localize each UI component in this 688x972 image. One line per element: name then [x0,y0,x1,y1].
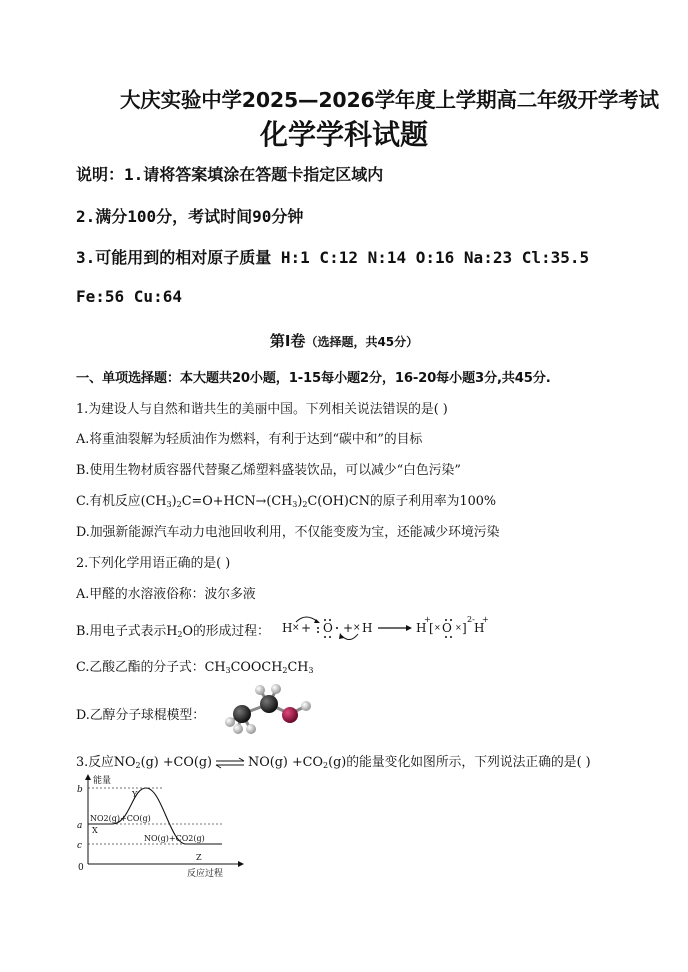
q1-c-text: C(OH)CN的原子利用率为100% [307,494,497,509]
q1-c-text: ) [297,494,303,509]
products-label: NO(g)+CO2(g) [144,834,205,843]
svg-text:2-: 2- [467,615,475,624]
q3-stem [76,751,591,770]
svg-text:O: O [442,621,452,635]
svg-text:H: H [362,621,373,635]
q2-option-c [76,656,314,675]
q2-stem: 2.下列化学用语正确的是( ) [76,556,231,571]
y-tick-a: a [77,821,83,831]
section-title-sub: （选择题，共45分） [305,335,419,349]
q2-b-text: B.用电子式表示H [76,624,178,639]
svg-text:×: × [353,623,361,633]
q1-stem: 1.为建设人与自然和谐共生的美丽中国。下列相关说法错误的是( ) [76,402,448,417]
section-title [0,330,688,351]
q2-c-sub: 3 [225,666,231,675]
note-2: 2.满分100分，考试时间90分钟 [76,207,304,226]
svg-text:×: × [292,623,300,633]
q2-c-text: CH [287,660,309,675]
q3-text: (g) +CO(g) [140,755,213,770]
q2-c-sub: 3 [308,666,314,675]
q1-c-sub: 2 [176,500,182,509]
svg-text:H: H [474,621,485,635]
q3-sub: 2 [322,761,329,770]
y-tick-0: 0 [78,863,84,873]
q1-option-b: B.使用生物材质容器代替聚乙烯塑料盛装饮品，可以减少“白色污染” [76,463,461,478]
point-x: X [92,826,98,835]
q1-c-sub: 3 [166,500,172,509]
section-title-main: 第Ⅰ卷 [269,332,306,350]
q1-c-sub: 3 [292,500,298,509]
q3-sub: 2 [135,761,141,770]
q1-c-text: C.有机反应(CH [76,494,167,509]
q3-text: (g)的能量变化如图所示，下列说法正确的是( ) [328,755,591,770]
reactants-label: NO2(g)+CO(g) [90,814,151,823]
q2-c-sub: 2 [282,666,288,675]
svg-text:×: × [455,623,462,632]
note-1: 说明：1.请将答案填涂在答题卡指定区域内 [76,165,384,184]
point-y: Y [132,790,138,799]
equilibrium-arrow-icon [214,757,246,769]
exam-title: 大庆实验中学2025—2026学年度上学期高二年级开学考试 [120,88,659,112]
q1-c-sub: 2 [302,500,308,509]
q2-option-b [76,620,270,639]
svg-text:[: [ [429,621,434,635]
note-3: 3.可能用到的相对原子质量 H:1 C:12 N:14 O:16 Na:23 Cl:35.5 [76,248,590,267]
ethanol-ball-stick-image [224,682,324,742]
q1-c-text: ) [171,494,177,509]
q2-b-sub: 2 [177,630,183,639]
svg-text:+: + [482,615,489,624]
q2-c-text: C.乙酸乙酯的分子式：CH [76,660,226,675]
svg-text:O: O [323,621,333,635]
y-tick-c: c [77,841,83,851]
exam-subject-title: 化学学科试题 [259,118,428,151]
energy-profile-diagram [72,772,252,880]
h2o-electron-formula-image [278,608,488,642]
svg-text:H: H [416,621,427,635]
y-tick-b: b [77,785,83,795]
q2-c-text: COOCH [230,660,283,675]
part-heading: 一、单项选择题：本大题共20小题，1-15每小题2分，16-20每小题3分,共45分. [76,371,551,386]
svg-text:+: + [424,615,431,624]
svg-text:]: ] [462,621,467,635]
svg-text:+: + [301,621,312,635]
x-axis-label: 反应过程 [187,869,224,879]
q2-option-d: D.乙醇分子球棍模型： [76,708,206,723]
q3-text: NO(g) +CO [248,755,323,770]
svg-text:+: + [343,621,354,635]
q1-option-c [76,490,496,509]
q3-text: 3.反应NO [76,755,136,770]
svg-text:×: × [434,623,441,632]
q2-option-a: A.甲醛的水溶液俗称：波尔多液 [76,587,256,602]
note-4: Fe:56 Cu:64 [76,287,182,306]
svg-text:H: H [282,621,293,635]
point-z: Z [196,853,202,862]
q1-option-d: D.加强新能源汽车动力电池回收利用，不仅能变废为宝，还能减少环境污染 [76,525,500,540]
q1-c-text: C=O+HCN→(CH [181,494,293,509]
q1-option-a: A.将重油裂解为轻质油作为燃料，有利于达到“碳中和”的目标 [76,432,423,447]
y-axis-label: 能量 [93,776,112,786]
q2-b-text: O的形成过程： [182,624,270,639]
